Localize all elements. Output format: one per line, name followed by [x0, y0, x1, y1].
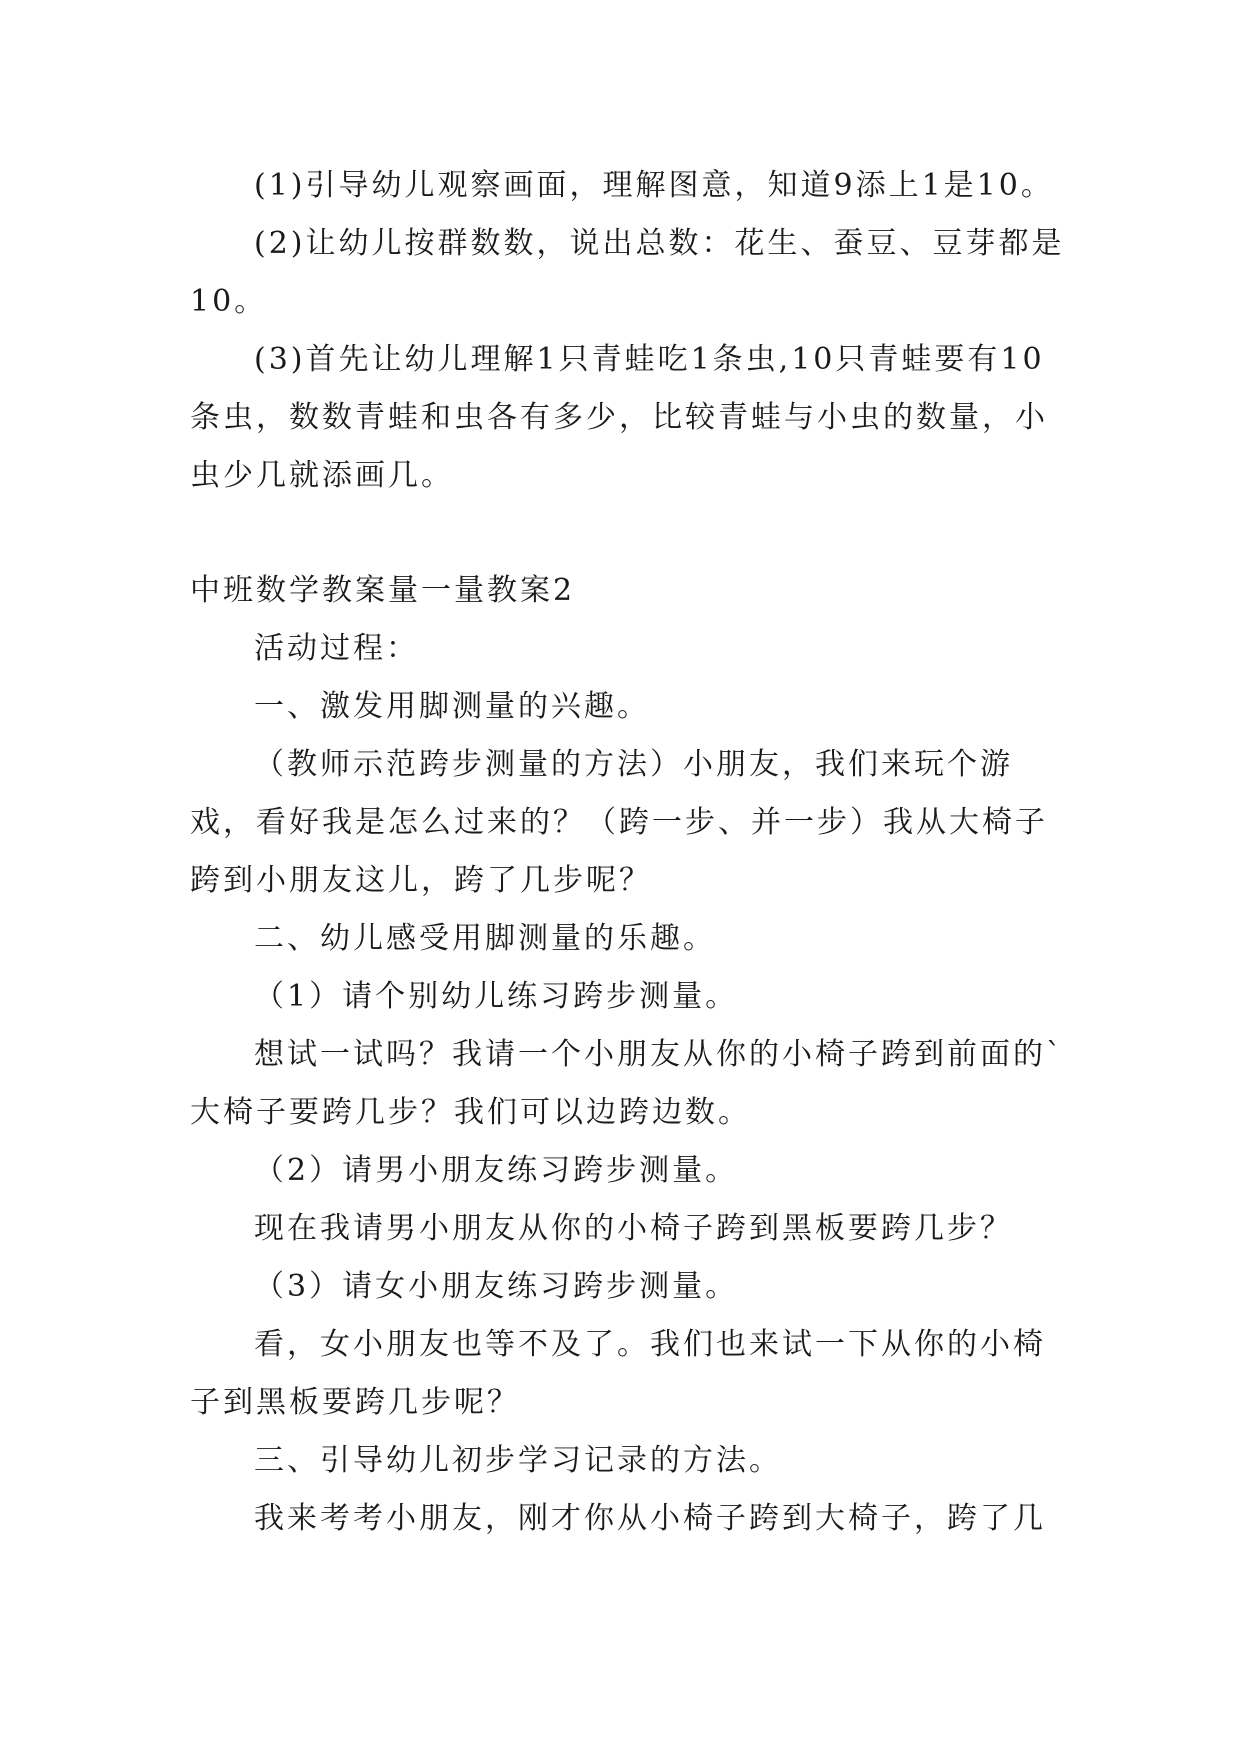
step-2-sub-3-text: 看，女小朋友也等不及了。我们也来试一下从你的小椅子到黑板要跨几步呢？ — [190, 1327, 1046, 1420]
paragraph-frog-and-bugs: (3)首先让幼儿理解1只青蛙吃1条虫,10只青蛙要有10条虫，数数青蛙和虫各有多少，比较青蛙与小虫的数量，小虫少几就添画几。 — [190, 342, 1048, 493]
step-2-sub-1-heading: （1）请个别幼儿练习跨步测量。 — [254, 979, 739, 1014]
step-2-heading: 二、幼儿感受用脚测量的乐趣。 — [254, 921, 716, 956]
step-2-sub-3-heading: （3）请女小朋友练习跨步测量。 — [254, 1269, 739, 1304]
step-3-text: 我来考考小朋友，刚才你从小椅子跨到大椅子，跨了几 — [254, 1501, 1046, 1536]
paragraph-observe-picture: (1)引导幼儿观察画面，理解图意，知道9添上1是10。 — [254, 168, 1054, 203]
activity-process-label: 活动过程： — [254, 631, 419, 666]
step-2-sub-1-text: 想试一试吗？我请一个小朋友从你的小椅子跨到前面的`大椅子要跨几步？我们可以边跨边数。 — [190, 1037, 1064, 1130]
step-2-sub-2-text: 现在我请男小朋友从你的小椅子跨到黑板要跨几步？ — [254, 1211, 1013, 1246]
section-title: 中班数学教案量一量教案2 — [190, 573, 576, 608]
paragraph-count-by-group: (2)让幼儿按群数数，说出总数：花生、蚕豆、豆芽都是10。 — [190, 226, 1065, 319]
step-3-heading: 三、引导幼儿初步学习记录的方法。 — [254, 1443, 782, 1478]
step-2-sub-2-heading: （2）请男小朋友练习跨步测量。 — [254, 1153, 739, 1188]
step-1-text: （教师示范跨步测量的方法）小朋友，我们来玩个游戏，看好我是怎么过来的？（跨一步、并一步）我从大椅子跨到小朋友这儿，跨了几步呢？ — [190, 747, 1048, 898]
step-1-heading: 一、激发用脚测量的兴趣。 — [254, 689, 650, 724]
